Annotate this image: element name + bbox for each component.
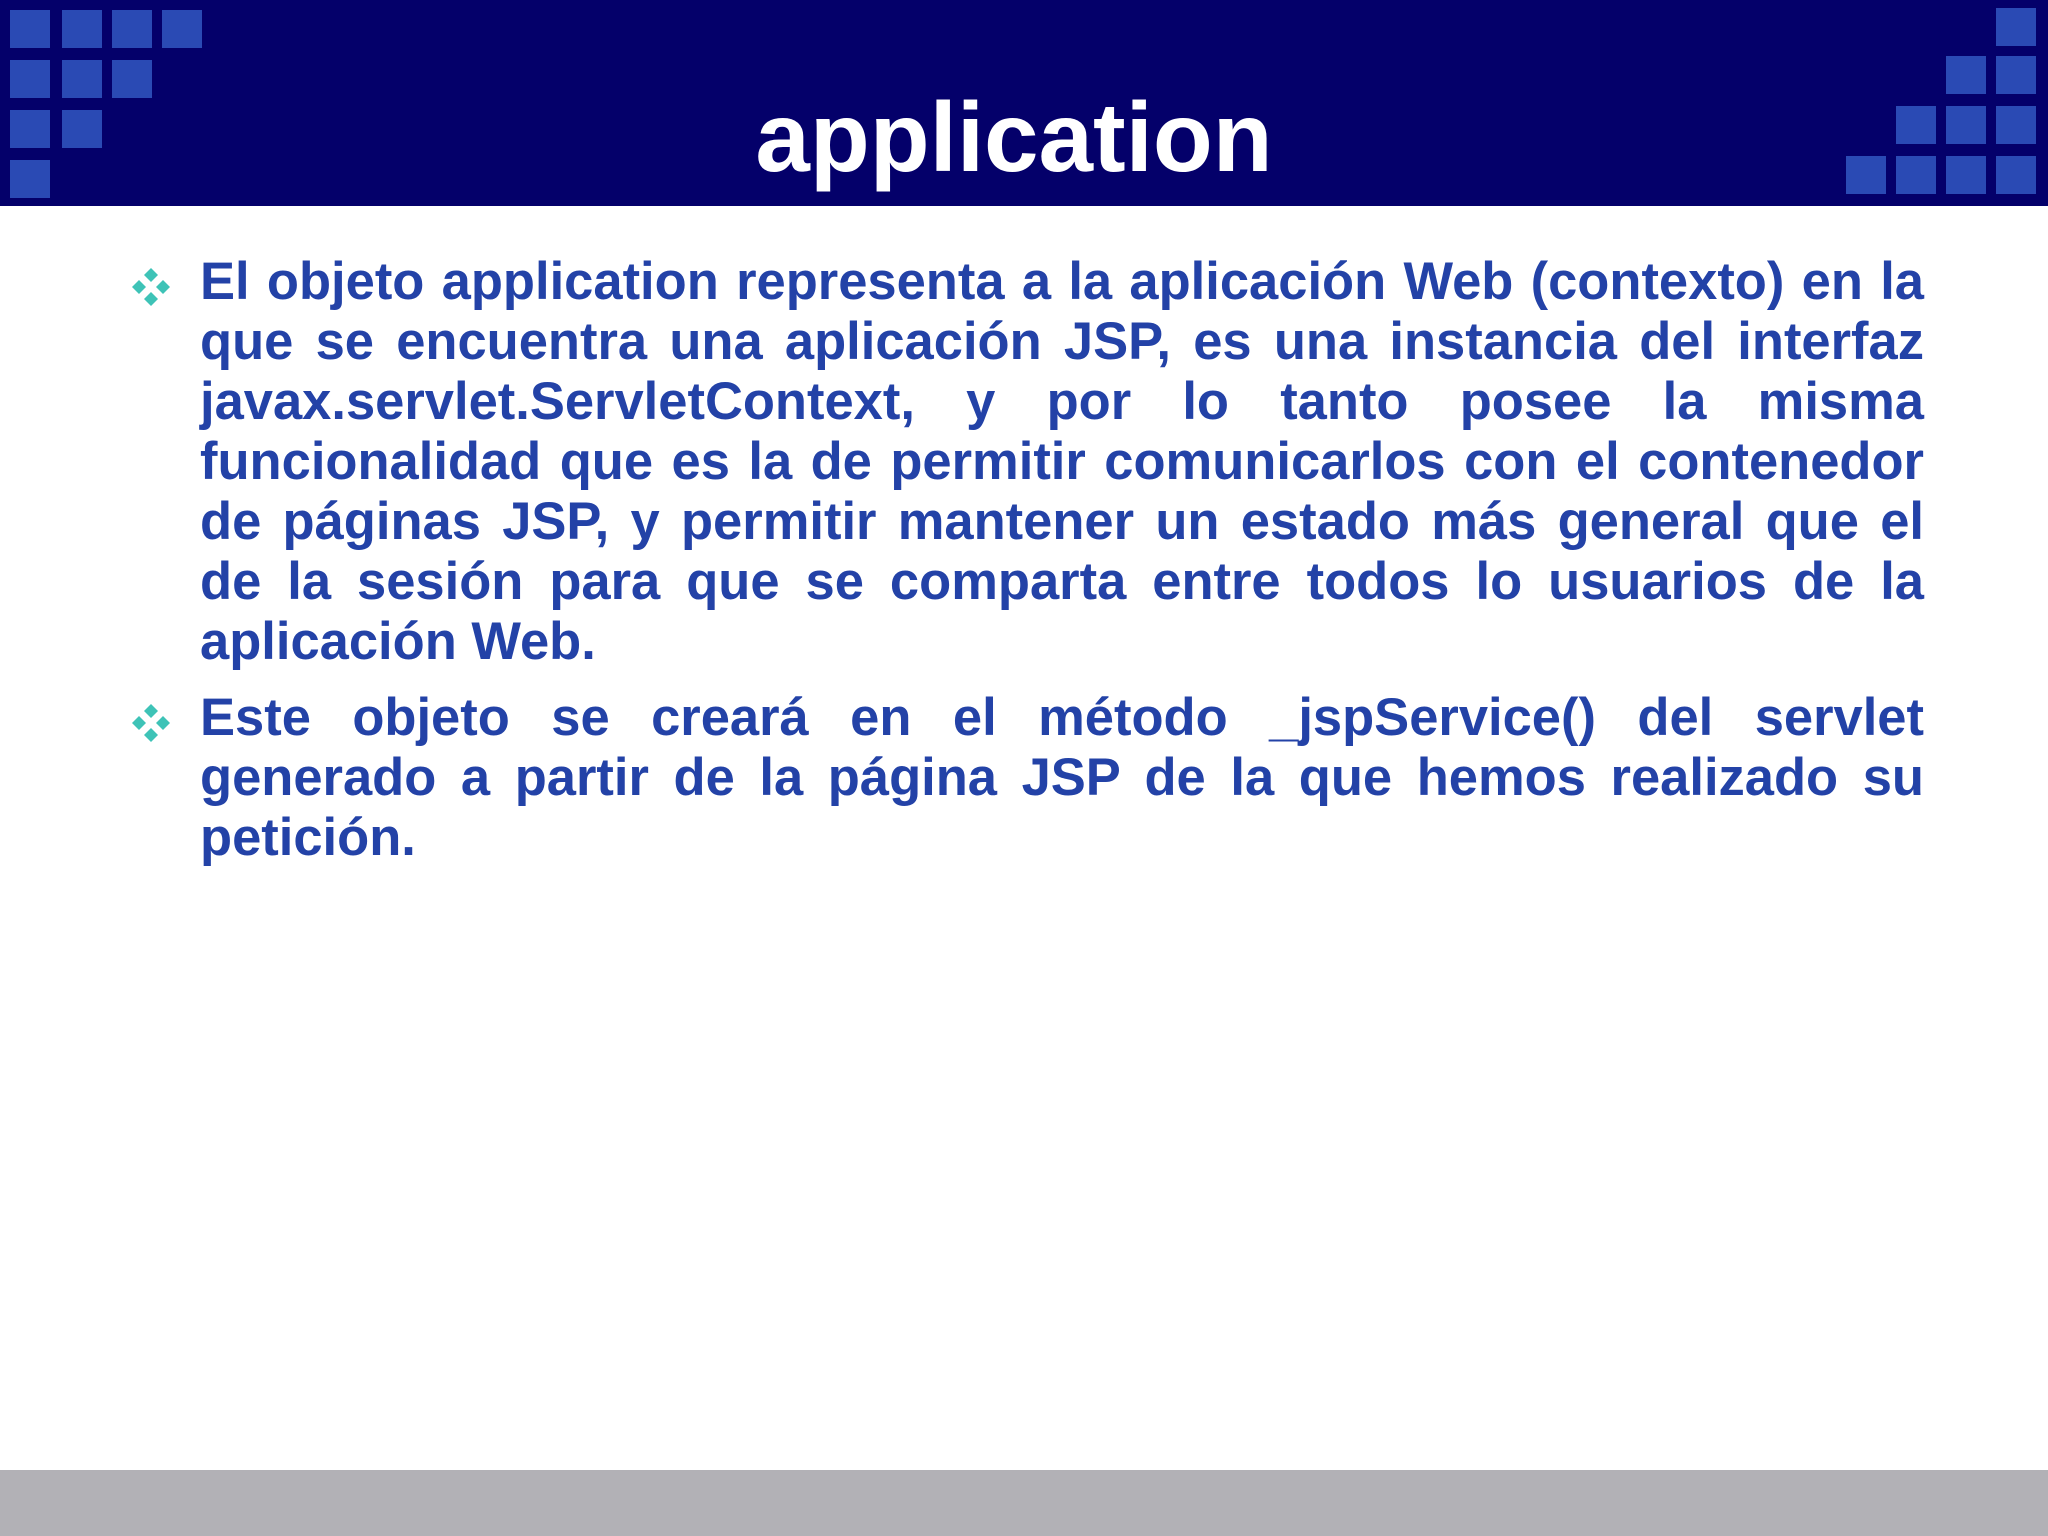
bullet-text: Este objeto se creará en el método _jspService() del servlet generado a partir de la página JSP de la que hemos realizado su petición. xyxy=(200,688,1924,867)
decor-square xyxy=(10,10,50,48)
decor-square xyxy=(62,10,102,48)
four-diamond-bullet-icon xyxy=(130,266,172,308)
bullet-item xyxy=(130,252,1924,672)
decor-square xyxy=(162,10,202,48)
slide-title: application xyxy=(755,82,1273,192)
four-diamond-bullet-icon xyxy=(130,702,172,744)
bullet-text: El objeto application representa a la aplicación Web (contexto) en la que se encuentra una aplicación JSP, es una instancia del interfaz javax.servlet.ServletContext, y por lo tanto posee la misma funcionalidad que es la de permitir comunicarlos con el contenedor de páginas JSP, y permitir mantener un estado más general que el de la sesión para que se comparta entre todos lo usuarios de la aplicación Web. xyxy=(200,252,1924,671)
slide-header xyxy=(0,0,2048,206)
decor-square xyxy=(1996,8,2036,46)
bullet-item xyxy=(130,688,1924,868)
decor-square xyxy=(112,10,152,48)
footer-bar xyxy=(0,1470,2048,1536)
slide-body xyxy=(130,252,1924,884)
